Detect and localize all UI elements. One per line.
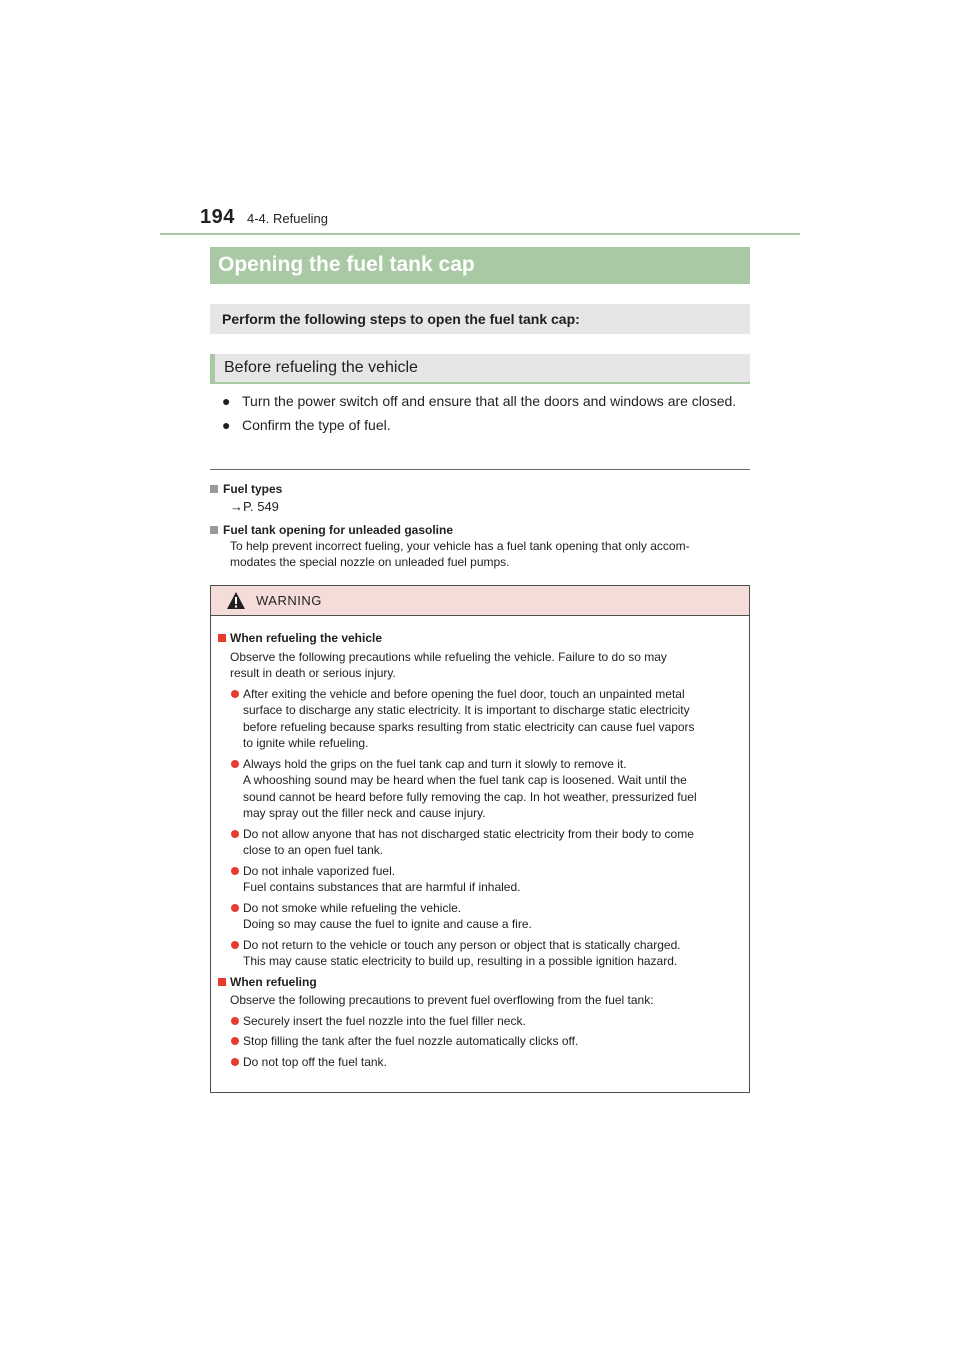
warning-bullet: [218, 1013, 746, 1030]
note-heading: [210, 522, 750, 538]
intro-text: Perform the following steps to open the fuel tank cap:: [222, 311, 580, 327]
warning-line: result in death or serious injury.: [230, 666, 396, 680]
square-bullet-icon: [218, 634, 226, 642]
section-divider: [210, 469, 750, 470]
warning-bullet: [218, 863, 746, 896]
subsection-banner: [210, 354, 750, 384]
warning-bullet: [218, 1033, 746, 1050]
note-body: [210, 538, 750, 570]
subsection-marker: [210, 354, 215, 382]
warning-bullet: [218, 937, 746, 970]
page-header: [200, 206, 800, 236]
warning-line: Do not top off the fuel tank.: [243, 1054, 387, 1069]
warning-bullet: [218, 826, 746, 859]
warning-heading-text: When refueling the vehicle: [230, 631, 383, 645]
step-list: [222, 390, 746, 438]
note-heading: [210, 481, 750, 497]
page-reference-link[interactable]: →P. 549: [230, 499, 279, 514]
title-banner: [210, 247, 750, 284]
header-divider: [160, 233, 800, 235]
warning-line: Always hold the grips on the fuel tank cap and turn it slowly to remove it.: [243, 756, 627, 771]
red-bullet-icon: [231, 867, 239, 875]
warning-line: sound cannot be heard before fully removing the cap. In hot weather, pressurized fuel: [243, 789, 697, 804]
warning-triangle-icon: [226, 591, 246, 610]
warning-line: Observe the following precautions to prevent fuel overflowing from the fuel tank:: [230, 993, 654, 1007]
warning-heading-text: When refueling: [230, 974, 317, 989]
subsection-title: Before refueling the vehicle: [224, 359, 418, 376]
warning-bullet: [218, 900, 746, 933]
note-line: To help prevent incorrect fueling, your vehicle has a fuel tank opening that only accom-: [230, 539, 690, 553]
red-bullet-icon: [231, 830, 239, 838]
bullet-icon: ●: [222, 417, 231, 433]
warning-header: [211, 586, 749, 616]
note-heading-text: Fuel tank opening for unleaded gasoline: [223, 523, 454, 537]
warning-line: Fuel contains substances that are harmful if inhaled.: [243, 880, 521, 894]
warning-intro: [218, 992, 746, 1009]
page-title: Opening the fuel tank cap: [218, 253, 475, 276]
red-bullet-icon: [231, 760, 239, 768]
warning-line: may spray out the filler neck and cause injury.: [243, 806, 486, 820]
warning-line: A whooshing sound may be heard when the fuel tank cap is loosened. Wait until the: [243, 773, 687, 787]
warning-intro: [218, 649, 746, 682]
warning-section-heading: [218, 630, 746, 647]
section-reference: 4-4. Refueling: [247, 211, 328, 226]
warning-bullet: [218, 686, 746, 752]
warning-line: surface to discharge any static electricity. It is important to discharge static electricity: [243, 703, 690, 717]
warning-line: Do not return to the vehicle or touch any person or object that is statically charged.: [243, 937, 681, 952]
red-bullet-icon: [231, 1058, 239, 1066]
page-number: 194: [200, 206, 235, 228]
step-text: Turn the power switch off and ensure that all the doors and windows are closed.: [242, 393, 737, 409]
warning-content: [218, 630, 746, 1074]
bullet-icon: ●: [222, 393, 231, 409]
warning-box: [210, 585, 750, 1093]
red-bullet-icon: [231, 904, 239, 912]
red-bullet-icon: [231, 941, 239, 949]
note-heading-text: Fuel types: [223, 482, 283, 496]
warning-line: Securely insert the fuel nozzle into the fuel filler neck.: [243, 1013, 526, 1028]
warning-line: Do not inhale vaporized fuel.: [243, 863, 396, 878]
warning-line: After exiting the vehicle and before opening the fuel door, touch an unpainted metal: [243, 686, 685, 701]
warning-bullet: [218, 1054, 746, 1071]
warning-line: before refueling because sparks resulting from static electricity can cause fuel vapors: [243, 719, 695, 734]
warning-section-heading: [218, 974, 746, 991]
warning-line: Do not allow anyone that has not discharged static electricity from their body to come: [243, 826, 694, 841]
step-item: [222, 390, 746, 412]
step-text: Confirm the type of fuel.: [242, 417, 391, 433]
red-bullet-icon: [231, 1017, 239, 1025]
step-item: [222, 414, 746, 436]
note-line: modates the special nozzle on unleaded fuel pumps.: [230, 555, 510, 569]
square-bullet-icon: [218, 978, 226, 986]
warning-line: close to an open fuel tank.: [243, 843, 384, 857]
warning-line: This may cause static electricity to build up, resulting in a possible ignition hazard.: [243, 954, 678, 968]
red-bullet-icon: [231, 690, 239, 698]
red-bullet-icon: [231, 1037, 239, 1045]
warning-line: Stop filling the tank after the fuel nozzle automatically clicks off.: [243, 1034, 579, 1048]
square-bullet-icon: [210, 526, 218, 534]
warning-line: Observe the following precautions while refueling the vehicle. Failure to do so may: [230, 649, 667, 664]
warning-bullet: [218, 756, 746, 822]
warning-line: Doing so may cause the fuel to ignite and cause a fire.: [243, 917, 532, 931]
intro-banner: [210, 304, 750, 334]
warning-label: WARNING: [256, 593, 322, 608]
warning-line: Do not smoke while refueling the vehicle.: [243, 900, 462, 915]
square-bullet-icon: [210, 485, 218, 493]
warning-line: to ignite while refueling.: [243, 736, 369, 750]
notes-block: [210, 481, 750, 574]
